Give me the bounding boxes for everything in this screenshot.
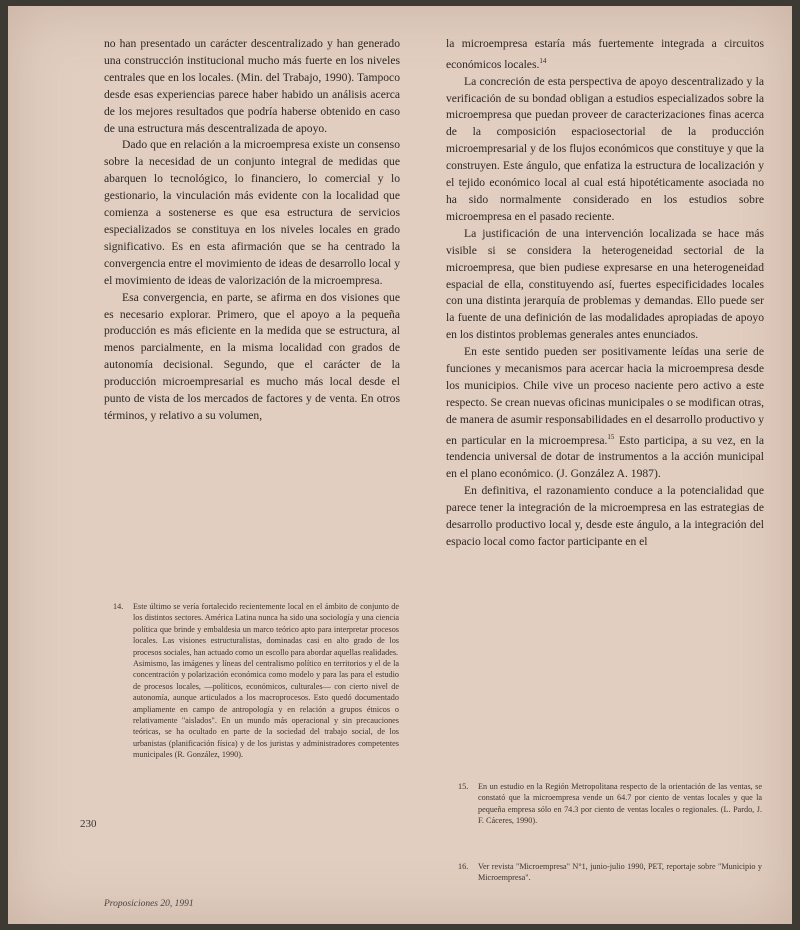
footnote-text: En un estudio en la Región Metropolitana respecto de la orientación de las ventas, se constató que la microempresa vende un 64.7 por ciento de ventas locales y que la pequeña empresa sólo en 74.3 por ciento de ventas locales o regionales. (L. Pardo, J. F. Cáceres, 1990).	[478, 782, 762, 826]
footnote-text: Ver revista "Microempresa" N°1, junio-julio 1990, PET, reportaje sobre "Municipio y Microempresa".	[478, 862, 762, 883]
paragraph: no han presentado un carácter descentralizado y han generado una construcción institucional mucho más fuerte en los niveles centrales que en los locales. (Min. del Trabajo, 1990). Tampoco desde esas experiencias parece haber habido un análisis acerca de los mejores resultados que podría haberse obtenido en caso de una estructura más descentralizada de apoyo.	[104, 37, 400, 135]
book-page	[8, 6, 792, 924]
footnote-number: 15.	[458, 782, 469, 791]
left-column	[104, 36, 400, 425]
footnote-16	[458, 861, 762, 884]
right-column	[446, 36, 764, 551]
paragraph: La justificación de una intervención localizada se hace más visible si se considera la heterogeneidad sectorial de la microempresa, que bien pudiese expresarse en una heterogeneidad espacial de ella, constituyendo así, fuertes especificidades locales con una distinta jerarquía de problemas y demandas. Ello puede ser la fuente de una definición de las modalidades apropiadas de apoyo en los distintos problemas generales antes enunciados.	[446, 226, 764, 342]
paragraph	[446, 36, 764, 74]
footnote-14	[113, 601, 399, 761]
page-number: 230	[80, 818, 97, 830]
paragraph: En definitiva, el razonamiento conduce a la potencialidad que parece tener la integración de la microempresa en las estrategias de desarrollo productivo local y, desde este ángulo, a la integración del espacio local como factor participante en el	[446, 484, 764, 548]
footnote-15	[458, 781, 762, 827]
paragraph-text: Esto participa, a su vez, en la tendencia universal de dotar de instrumentos a la acción municipal en el plano económico. (J. González A. 1987).	[446, 433, 764, 481]
paragraph	[446, 344, 764, 483]
paragraph: Dado que en relación a la microempresa existe un consenso sobre la necesidad de un conjunto integral de medidas que abarquen lo tecnológico, lo financiero, lo comercial y lo gestionario, la vinculación más evidente con la localidad que comienza a sostenerse es que esa estructura de servicios especializados se constituya en los niveles locales en grado significativo. Es en esta afirmación que se ha centrado la convergencia entre el movimiento de ideas de desarrollo local y el movimiento de ideas de valorización de la microempresa.	[104, 138, 400, 287]
footnote-text: Asimismo, las imágenes y líneas del centralismo político en territorios y el de la concentración y polarización económica como modelo y para las para el estudio de procesos locales, —políticos, económicos, culturales— con cierto nivel de autonomía, aunque articulados a los macroprocesos. Esto quedó documentado ampliamente en campo de antropología y en relación a grupos étnicos o relativamente "aislados". En un mundo más operacional y sin precauciones teóricas, se ha ocultado en parte de la sociedad del trabajo social, de los urbanistas (planificación física) y de los juristas y administradores competentes municipales (R. González, 1990).	[133, 659, 399, 760]
footnote-ref-14: 14	[539, 56, 547, 65]
paragraph: Esa convergencia, en parte, se afirma en dos visiones que es necesario explorar. Primero, que el apoyo a la pequeña producción es más eficiente en la medida que se estructura, al menos parcialmente, en la misma localidad con grados de autonomía decisional. Segundo, que el carácter de la producción microempresarial es mucho más local desde el punto de vista de los mercados de factores y de venta. En otros términos, y relativo a su volumen,	[104, 290, 400, 422]
paragraph-text: la microempresa estaría más fuertemente integrada a circuitos económicos locales.	[446, 37, 764, 71]
paragraph-text: En este sentido pueden ser positivamente leídas una serie de funciones y mecanismos para acercar hacia la microempresa desde los municipios. Chile vive un proceso naciente pero activo a este respecto. Se crean nuevas oficinas municipales o se modifican otras, de manera de asumir responsabilidades en el desarrollo productivo y en particular en la microempresa.	[446, 345, 764, 447]
footnote-text: Este último se vería fortalecido recientemente local en el ámbito de conjunto de los distintos sectores. América Latina nunca ha sido una sociología y una ciencia política que brinde y embaldesia un marco teórico apto para interpretar procesos locales. Las visiones estructuralistas, dominadas casi en alto grado de los procesos sociales, han actuado como un escollo para abordar aquellas realidades.	[133, 602, 399, 657]
footnote-number: 14.	[113, 602, 124, 611]
running-footer: Proposiciones 20, 1991	[104, 899, 194, 909]
paragraph: La concreción de esta perspectiva de apoyo descentralizado y la verificación de su bondad obligan a estudios especializados sobre la microempresa que puedan proveer de caracterizaciones finas acerca de la composición espaciosectorial de la producción microempresarial y de los flujos económicos que constituye y que la construyen. Este ángulo, que enfatiza la estructura de localización y el tejido económico local al cual está hipotéticamente asociada no ha sido normalmente considerado en los estudios sobre microempresa en el pasado reciente.	[446, 74, 764, 223]
footnote-ref-15: 15	[607, 432, 615, 441]
footnote-number: 16.	[458, 862, 469, 871]
